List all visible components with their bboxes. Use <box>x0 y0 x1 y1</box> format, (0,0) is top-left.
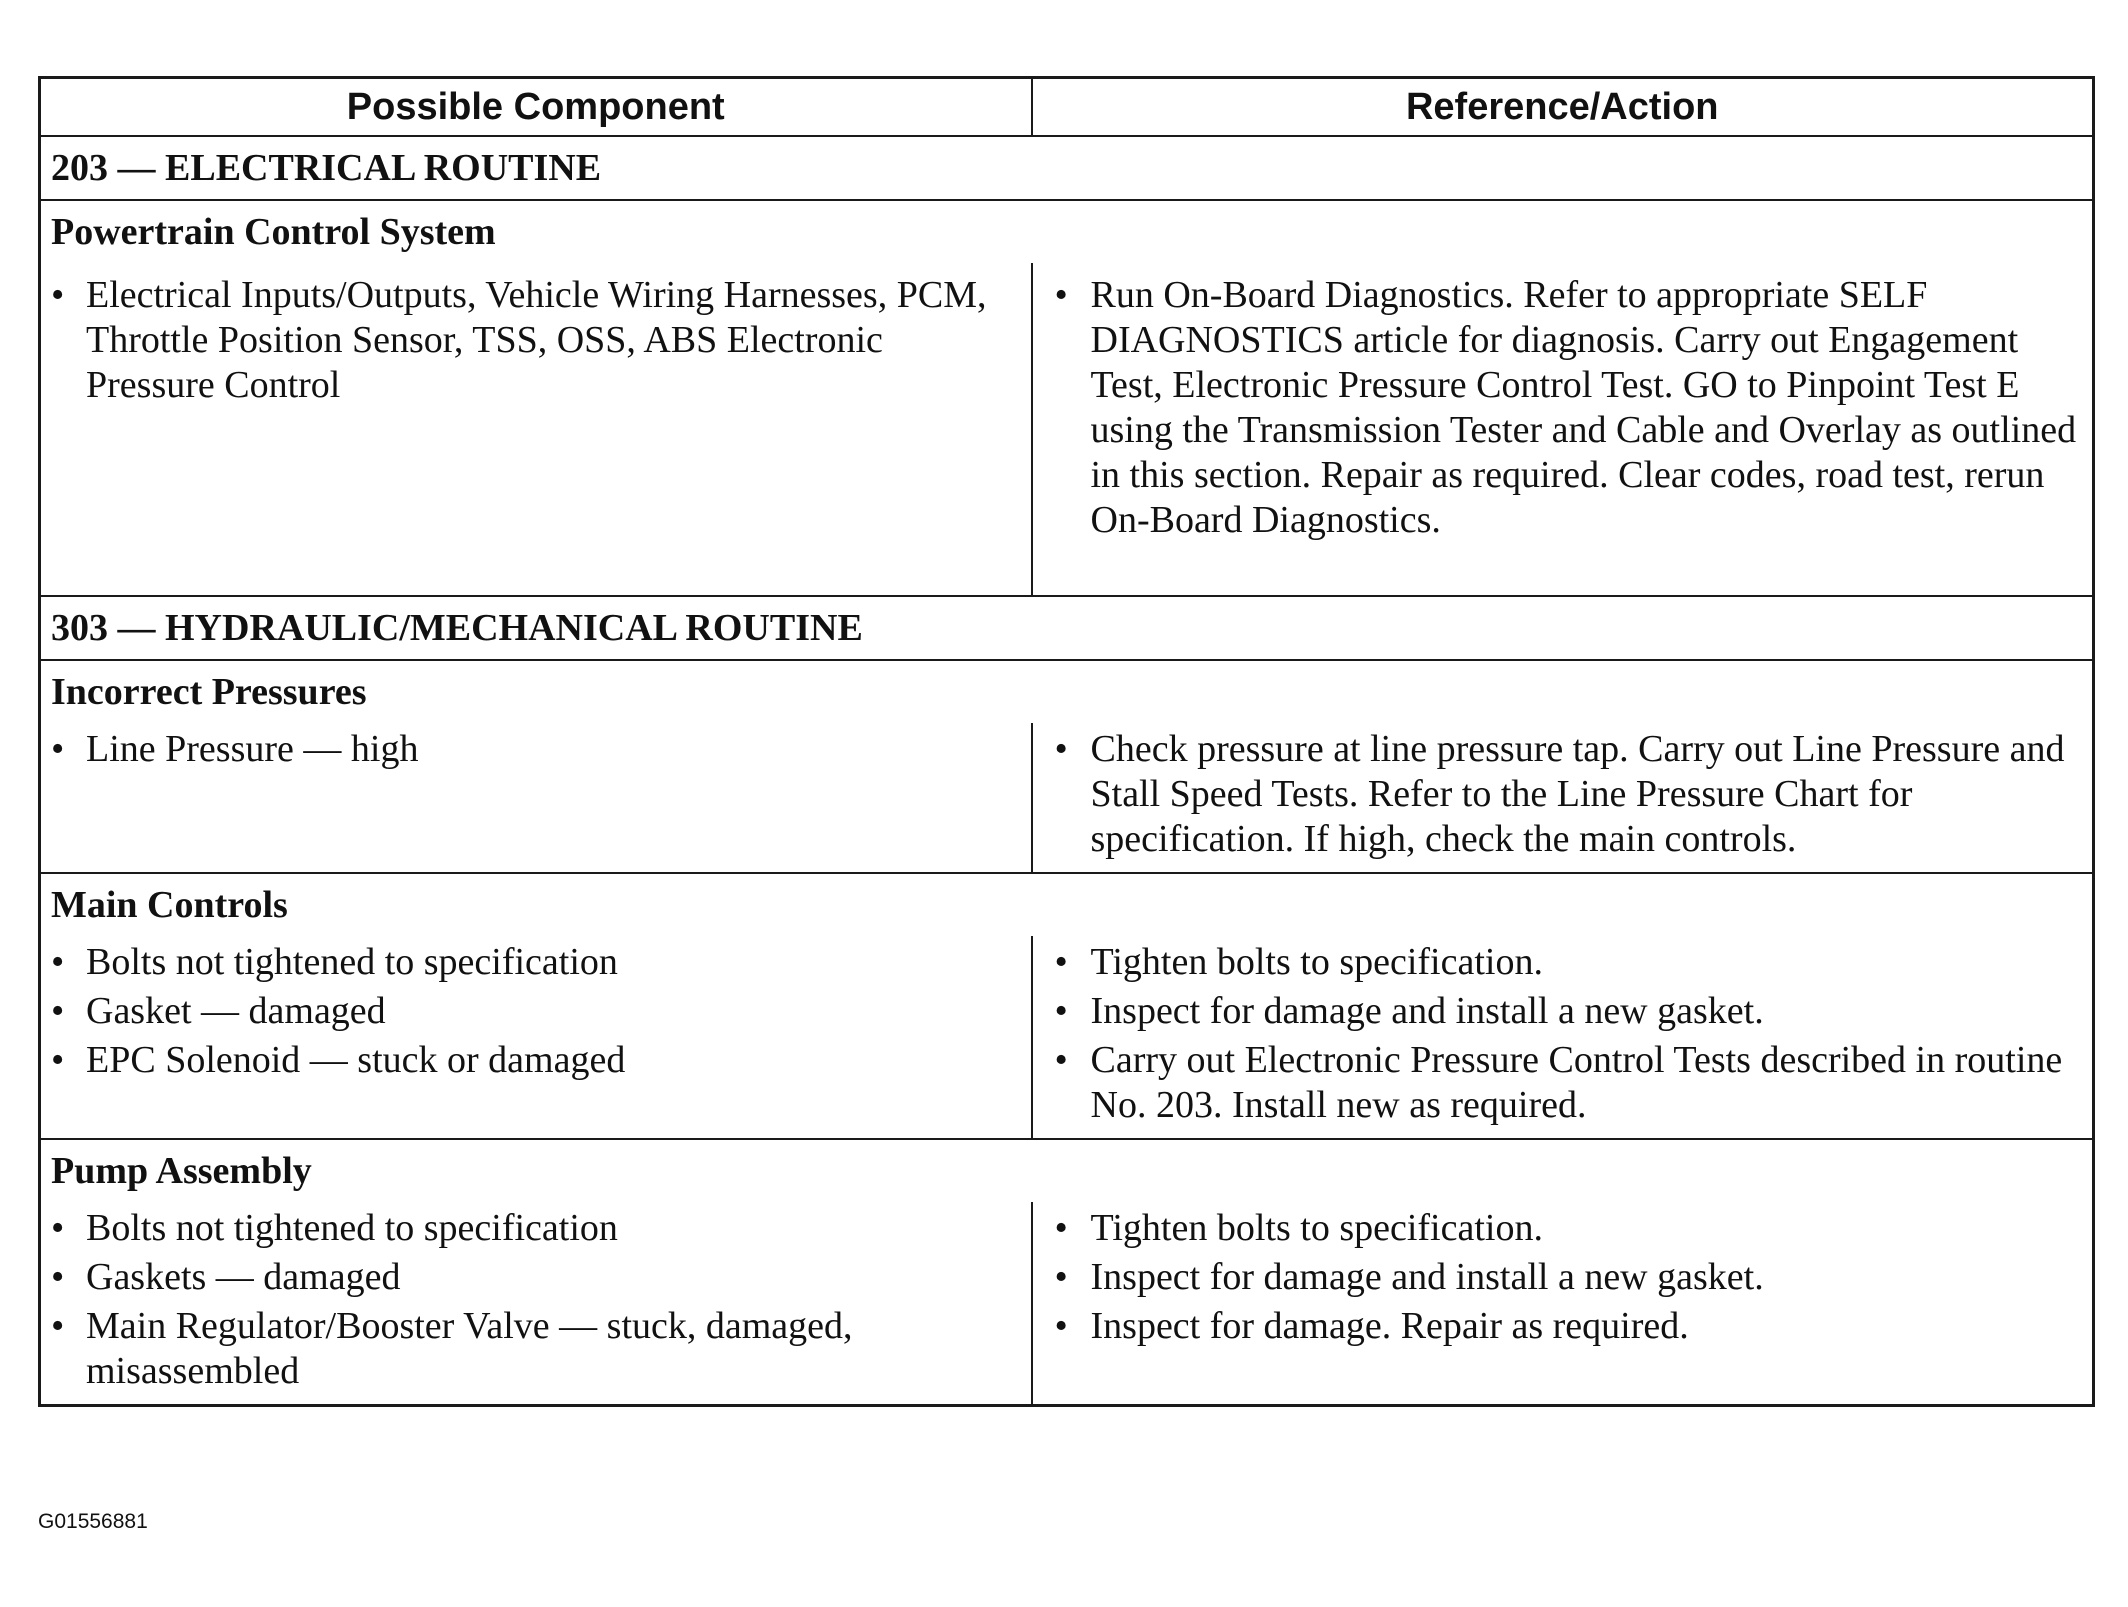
diagnostic-table <box>38 76 2095 1407</box>
action-cell <box>1032 936 2094 985</box>
table-row <box>40 1202 2094 1251</box>
spacer-row <box>40 1394 2094 1406</box>
section-header-row <box>40 596 2094 660</box>
group-header-row <box>40 660 2094 723</box>
section-header-row <box>40 136 2094 200</box>
component-text: • Main Regulator/Booster Valve — stuck, damaged, misassembled <box>41 1304 1031 1394</box>
group-header-row <box>40 200 2094 263</box>
action-text: • Tighten bolts to specification. <box>1033 1206 2093 1251</box>
group-header-row <box>40 873 2094 936</box>
table-header-row <box>40 78 2094 137</box>
table-row <box>40 1300 2094 1394</box>
component-text: • Bolts not tightened to specification <box>41 940 1031 985</box>
group-title: Incorrect Pressures <box>40 660 2094 723</box>
component-text: • EPC Solenoid — stuck or damaged <box>41 1038 1031 1083</box>
action-text: • Run On-Board Diagnostics. Refer to appropriate SELF DIAGNOSTICS article for diagnosis. Carry out Engagement Test, Electronic Pressure Control Test. GO to Pinpoint Test E using the Transmission Tester and Cable and Overlay as outlined in this section. Repair as required. Clear codes, road test, rerun On-Board Diagnostics. <box>1033 273 2093 543</box>
table-row <box>40 1251 2094 1300</box>
action-text: • Inspect for damage and install a new gasket. <box>1033 989 2093 1034</box>
component-text: • Gasket — damaged <box>41 989 1031 1034</box>
component-cell <box>40 723 1032 862</box>
action-text: • Carry out Electronic Pressure Control Tests described in routine No. 203. Install new as required. <box>1033 1038 2093 1128</box>
action-cell <box>1032 1034 2094 1128</box>
component-text: • Line Pressure — high <box>41 727 1031 772</box>
component-cell <box>40 1034 1032 1128</box>
group-header-row <box>40 1139 2094 1202</box>
component-text: • Gaskets — damaged <box>41 1255 1031 1300</box>
action-cell <box>1032 1202 2094 1251</box>
action-cell <box>1032 723 2094 862</box>
action-cell <box>1032 1251 2094 1300</box>
component-text: • Bolts not tightened to specification <box>41 1206 1031 1251</box>
table-row <box>40 936 2094 985</box>
action-cell <box>1032 1300 2094 1394</box>
table-row <box>40 263 2094 596</box>
component-cell <box>40 936 1032 985</box>
action-cell <box>1032 263 2094 596</box>
component-text: • Electrical Inputs/Outputs, Vehicle Wiring Harnesses, PCM, Throttle Position Sensor, TSS, OSS, ABS Electronic Pressure Control <box>41 273 1031 408</box>
group-title: Main Controls <box>40 873 2094 936</box>
table-row <box>40 985 2094 1034</box>
table-row <box>40 1034 2094 1128</box>
component-cell <box>40 1300 1032 1394</box>
table-row <box>40 723 2094 862</box>
action-text: • Tighten bolts to specification. <box>1033 940 2093 985</box>
action-text: • Inspect for damage and install a new gasket. <box>1033 1255 2093 1300</box>
component-cell <box>40 263 1032 596</box>
spacer-row <box>40 1128 2094 1139</box>
action-cell <box>1032 985 2094 1034</box>
section-title: 203 — ELECTRICAL ROUTINE <box>40 136 2094 200</box>
figure-id: G01556881 <box>38 1510 148 1533</box>
component-cell <box>40 1251 1032 1300</box>
component-cell <box>40 1202 1032 1251</box>
group-title: Pump Assembly <box>40 1139 2094 1202</box>
column-header-component: Possible Component <box>40 78 1032 137</box>
section-title: 303 — HYDRAULIC/MECHANICAL ROUTINE <box>40 596 2094 660</box>
group-title: Powertrain Control System <box>40 200 2094 263</box>
action-text: • Check pressure at line pressure tap. Carry out Line Pressure and Stall Speed Tests. Refer to the Line Pressure Chart for specification. If high, check the main controls. <box>1033 727 2093 862</box>
action-text: • Inspect for damage. Repair as required. <box>1033 1304 2093 1349</box>
component-cell <box>40 985 1032 1034</box>
column-header-action: Reference/Action <box>1032 78 2094 137</box>
spacer-row <box>40 862 2094 873</box>
